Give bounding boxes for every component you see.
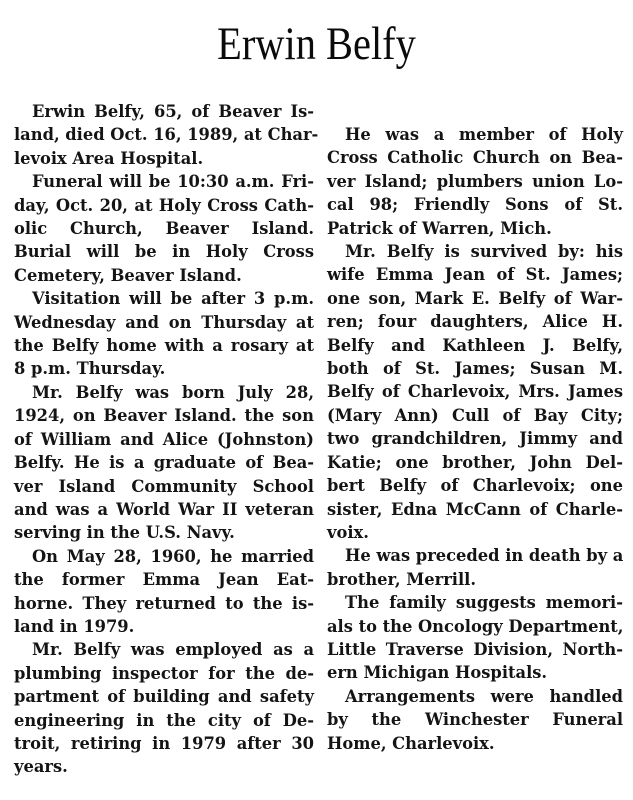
text-line: land in 1979. <box>14 616 135 636</box>
text-line: Cemetery, Beaver Island. <box>14 265 242 285</box>
text-line: bert Belfy of Charlevoix; one <box>327 476 623 496</box>
headline: Erwin Belfy <box>217 18 416 70</box>
paragraph <box>327 544 623 591</box>
text-line: He was preceded in death by a <box>345 546 624 566</box>
text-line: of William and Alice (Johnston) <box>14 429 314 449</box>
text-line: Belfy. He is a graduate of Bea- <box>14 453 314 473</box>
text-line: Home, Charlevoix. <box>327 733 495 753</box>
text-line: Wednesday and on Thursday at <box>14 312 314 332</box>
text-line: ver Island; plumbers union Lo- <box>327 171 623 191</box>
text-line: Visitation will be after 3 p.m. <box>32 289 314 309</box>
text-line: the former Emma Jean Eat- <box>14 570 314 590</box>
paragraph <box>327 591 623 685</box>
text-line: by the Winchester Funeral <box>327 710 623 730</box>
text-line: als to the Oncology Department, <box>327 616 624 636</box>
text-line: brother, Merrill. <box>327 569 477 589</box>
right-column <box>327 123 623 755</box>
text-line: day, Oct. 20, at Holy Cross Cath- <box>14 195 314 215</box>
text-line: sister, Edna McCann of Charle- <box>327 499 623 519</box>
text-line: serving in the U.S. Navy. <box>14 523 235 543</box>
text-line: Arrangements were handled <box>345 686 623 706</box>
text-line: He was a member of Holy <box>345 125 623 144</box>
paragraph <box>14 100 319 170</box>
text-line: Katie; one brother, John Del- <box>327 452 623 472</box>
text-line: Burial will be in Holy Cross <box>14 242 314 262</box>
text-line: partment of building and safety <box>14 687 314 707</box>
text-line: Funeral will be 10:30 a.m. Fri- <box>32 172 314 192</box>
text-line: two grandchildren, Jimmy and <box>327 429 623 449</box>
paragraph <box>14 287 314 381</box>
text-line: Mr. Belfy was born July 28, <box>32 382 314 402</box>
text-line: On May 28, 1960, he married <box>32 546 314 566</box>
text-line: 8 p.m. Thursday. <box>14 359 166 379</box>
text-line: Mr. Belfy was employed as a <box>32 640 314 660</box>
text-line: years. <box>14 757 68 777</box>
text-line: both of St. James; Susan M. <box>327 359 623 379</box>
text-line: ver Island Community School <box>14 476 314 496</box>
text-line: 1924, on Beaver Island. the son <box>14 406 314 426</box>
paragraph <box>327 685 623 755</box>
paragraph <box>14 381 314 545</box>
text-line: troit, retiring in 1979 after 30 <box>14 733 314 753</box>
text-line: Little Traverse Division, North- <box>327 639 623 659</box>
text-line: horne. They returned to the is- <box>14 593 314 613</box>
text-line: olic Church, Beaver Island. <box>14 219 314 239</box>
text-line: cal 98; Friendly Sons of St. <box>327 195 623 215</box>
text-line: one son, Mark E. Belfy of War- <box>327 288 623 308</box>
text-line: Belfy of Charlevoix, Mrs. James <box>327 382 623 402</box>
text-line: land, died Oct. 16, 1989, at Char- <box>14 125 319 145</box>
paragraph <box>327 240 623 544</box>
text-line: levoix Area Hospital. <box>14 148 204 168</box>
text-line: Mr. Belfy is survived by: his <box>345 242 623 262</box>
text-line: engineering in the city of De- <box>14 710 314 730</box>
text-line: the Belfy home with a rosary at <box>14 336 314 356</box>
text-line: Belfy and Kathleen J. Belfy, <box>327 335 623 355</box>
text-line: ren; four daughters, Alice H. <box>327 312 623 332</box>
text-line: plumbing inspector for the de- <box>14 663 314 683</box>
text-line: The family suggests memori- <box>345 593 623 613</box>
text-line: Patrick of Warren, Mich. <box>327 218 552 238</box>
text-line: voix. <box>327 522 369 542</box>
left-column <box>14 100 319 779</box>
text-line: (Mary Ann) Cull of Bay City; <box>327 405 623 425</box>
text-line: and was a World War II veteran <box>14 499 314 519</box>
paragraph <box>14 545 314 639</box>
text-line: ern Michigan Hospitals. <box>327 663 548 683</box>
text-line: wife Emma Jean of St. James; <box>327 265 623 285</box>
paragraph <box>14 170 314 287</box>
text-line: Erwin Belfy, 65, of Beaver Is- <box>32 102 314 121</box>
paragraph <box>14 638 314 778</box>
text-line: Cross Catholic Church on Bea- <box>327 148 623 168</box>
paragraph <box>327 123 623 240</box>
